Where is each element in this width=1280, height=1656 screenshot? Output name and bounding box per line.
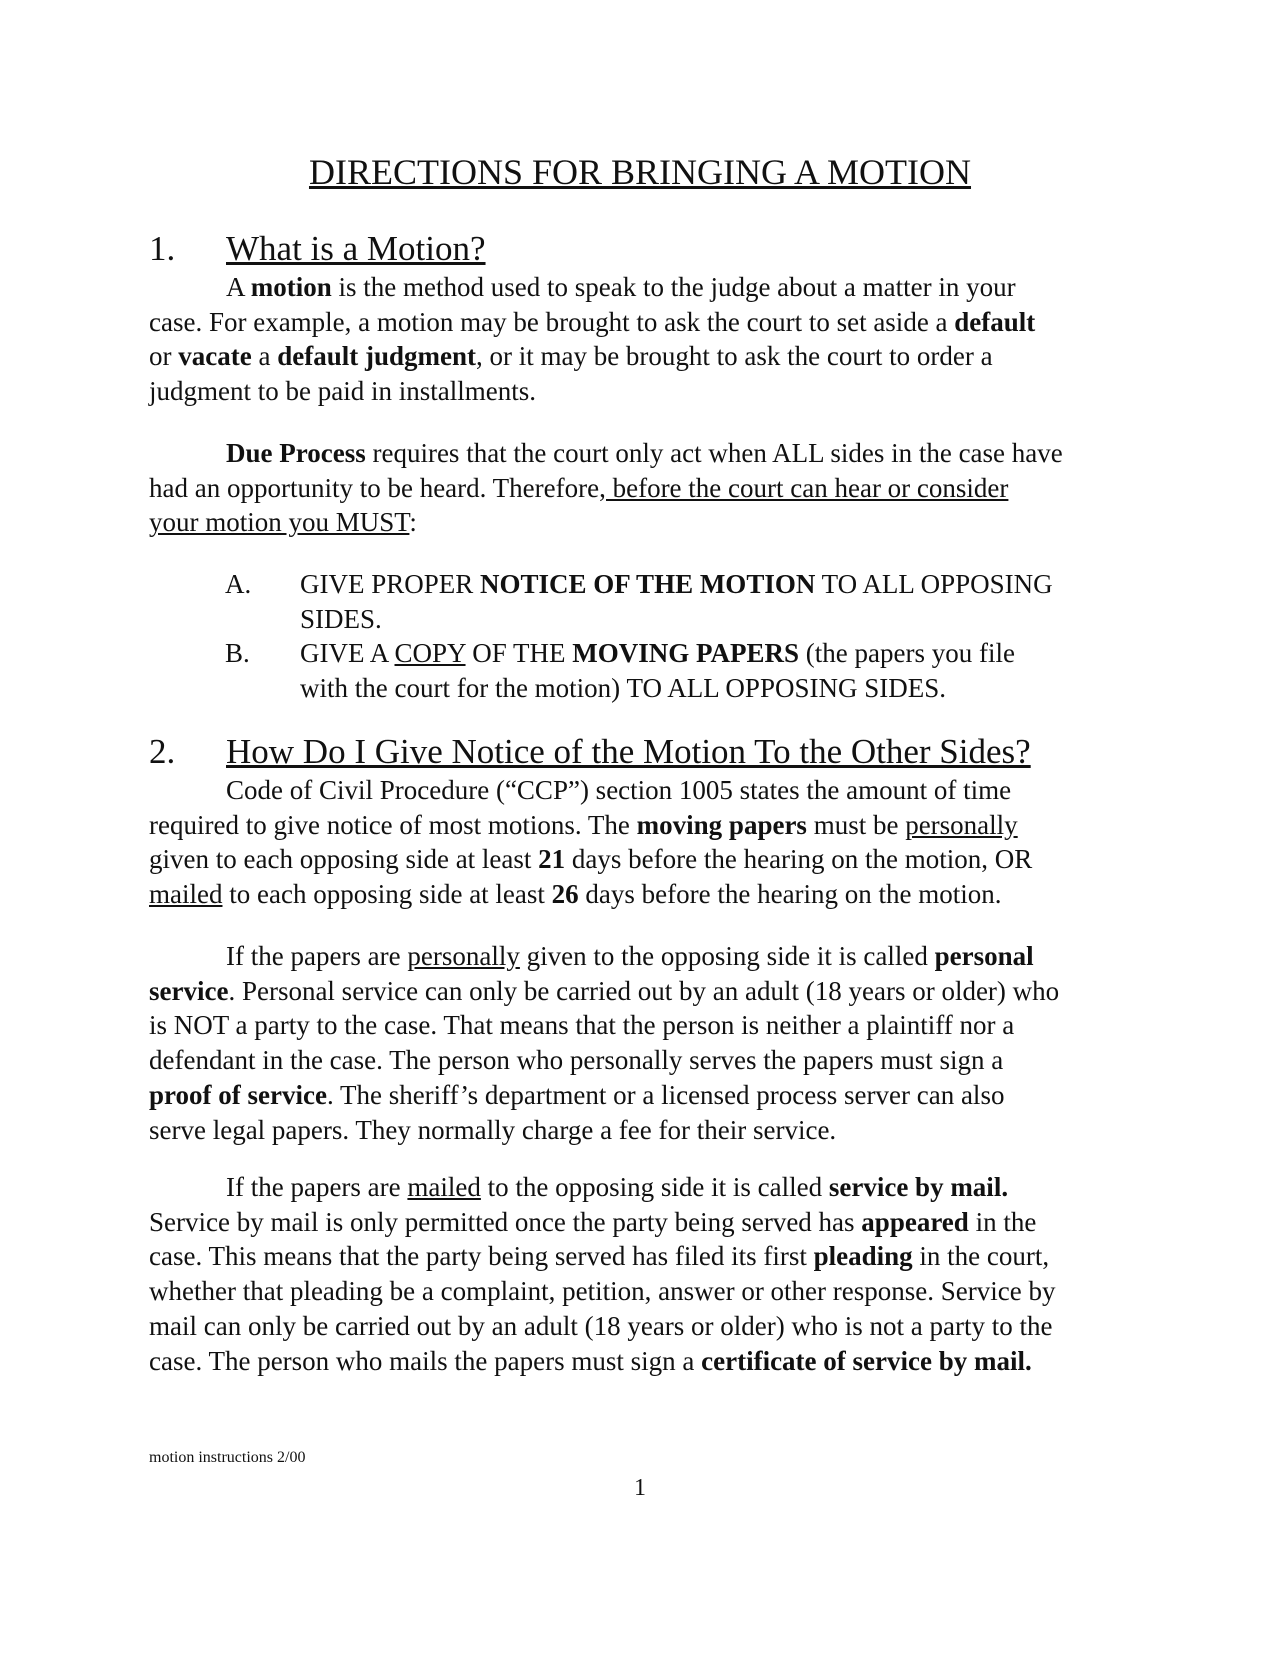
text-run: A [226,272,251,302]
text-run: Service by mail is only permitted once the party being served has [149,1206,862,1237]
text-run: defendant in the case. The person who personally serves the papers must sign a [149,1045,1004,1076]
bold-term: 26 [551,879,579,910]
text-run: . Personal service can only be carried out by an adult (18 years or older) who [228,975,1060,1006]
section-1-title: What is a Motion? [226,229,486,268]
text-run: is the method used to speak to the judge about a matter in your [331,272,1016,302]
text-run: mail can only be carried out by an adult (18 years or older) who is not a party to the [149,1310,1053,1341]
text-run: requires that the court only act when ALL sides in the case have [365,438,1063,468]
text-run: must be [806,809,906,840]
bold-term: service by mail. [828,1172,1009,1202]
bold-term: motion [250,272,332,302]
text-run: whether that pleading be a complaint, petition, answer or other response. Service by [149,1276,1056,1307]
text-run: : [409,507,417,538]
bold-term: moving papers [636,809,807,840]
text-run: . The sheriff’s department or a licensed process server can also [326,1079,1005,1110]
bold-term: pleading [813,1241,913,1272]
section-2-title: How Do I Give Notice of the Motion To the Other Sides? [226,732,1031,771]
text-run: case. For example, a motion may be brought to ask the court to set aside a [149,306,955,337]
text-run: If the papers are [226,1172,408,1202]
underlined-text: COPY [394,638,466,669]
underlined-text: mailed [149,879,223,910]
section-2-heading [149,731,1031,773]
bold-term: appeared [861,1206,969,1237]
text-run: to the opposing side it is called [480,1172,829,1202]
text-run: TO ALL OPPOSING [815,569,1053,599]
underlined-text: personally [905,809,1018,840]
text-run: is NOT a party to the case. That means that the person is neither a plaintiff nor a [149,1010,1015,1041]
text-run: days before the hearing on the motion. [578,879,1002,910]
bold-term: proof of service [149,1079,327,1110]
underlined-text: mailed [407,1172,481,1202]
list-letter: B. [225,638,250,669]
text-run: in the court, [912,1241,1050,1272]
underlined-text: your motion you MUST [149,507,410,538]
bold-term: 21 [538,844,566,875]
page-number: 1 [634,1475,646,1501]
page-title: DIRECTIONS FOR BRINGING A MOTION [308,152,972,192]
list-item [225,636,1125,705]
section-2-paragraph-1 [149,773,1129,912]
underlined-text: personally [407,941,520,971]
bold-term: default judgment [277,341,476,372]
list-item [225,567,1125,636]
text-run: Code of Civil Procedure (“CCP”) section 1005 states the amount of time [226,775,1012,805]
bold-term: MOVING PAPERS [572,638,800,669]
text-run: with the court for the motion) TO ALL OPPOSING SIDES. [300,673,946,704]
bold-term: service [149,975,229,1006]
bold-term: personal [934,941,1034,971]
text-run: If the papers are [226,941,408,971]
text-run: to each opposing side at least [222,879,552,910]
underlined-text: , before the court can hear or consider [599,472,1009,503]
section-1-paragraph-2 [149,436,1129,540]
text-run: in the [968,1206,1037,1237]
bold-term: certificate of service by mail. [701,1345,1032,1376]
text-run: given to the opposing side it is called [519,941,935,971]
section-2-number: 2. [149,732,176,771]
text-run: , or it may be brought to ask the court to order a [475,341,993,372]
text-run: (the papers you file [799,638,1015,669]
section-2-paragraph-3 [149,1170,1129,1378]
list-letter: A. [225,569,252,599]
bold-term: vacate [178,341,252,372]
text-run: given to each opposing side at least [149,844,539,875]
text-run: GIVE A [300,638,395,669]
bold-term: Due Process [226,438,366,468]
text-run: serve legal papers. They normally charge a fee for their service. [149,1114,837,1145]
footer-note: motion instructions 2/00 [149,1449,306,1466]
section-1-number: 1. [149,229,176,268]
text-run: or [149,341,179,372]
section-2-paragraph-2 [149,939,1129,1147]
section-1-paragraph-1 [149,270,1129,409]
text-run: had an opportunity to be heard. Therefore [149,472,600,503]
text-run: GIVE PROPER [300,569,481,599]
bold-term: NOTICE OF THE MOTION [480,569,816,599]
text-run: days before the hearing on the motion, OR [565,844,1033,875]
text-run: judgment to be paid in installments. [149,376,536,407]
requirements-list [225,567,1125,706]
text-run: case. The person who mails the papers must sign a [149,1345,702,1376]
text-run: SIDES. [300,603,382,634]
text-run: OF THE [465,638,573,669]
bold-term: default [954,306,1036,337]
section-1-heading [149,228,486,270]
text-run: required to give notice of most motions. The [149,809,637,840]
text-run: case. This means that the party being served has filed its first [149,1241,814,1272]
text-run: a [251,341,278,372]
